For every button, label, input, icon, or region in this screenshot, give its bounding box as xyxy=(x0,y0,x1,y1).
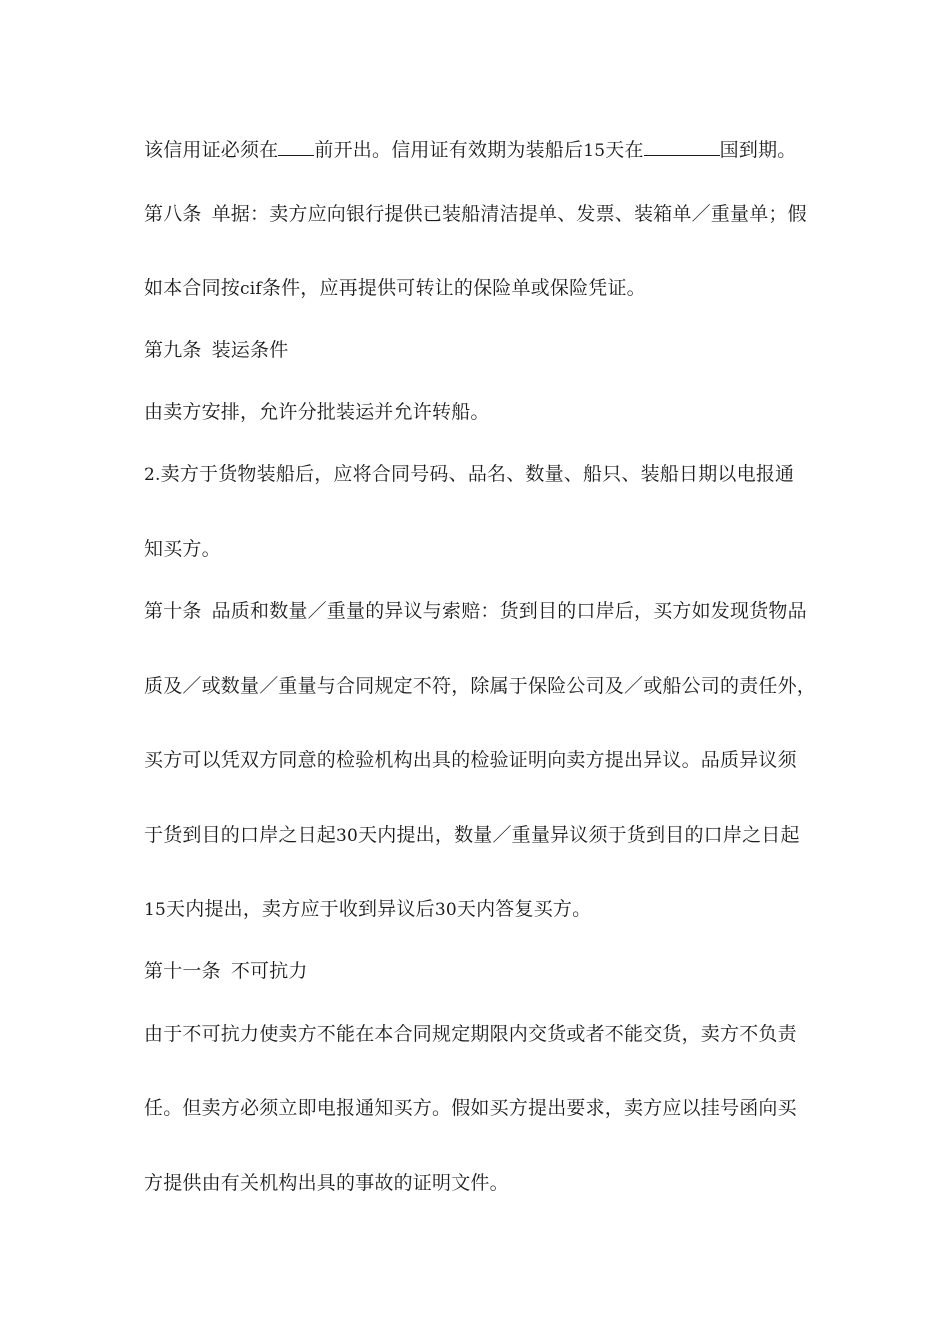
article-text: 品质和数量／重量的异议与索赔：货到目的口岸后，买方如发现货物品 xyxy=(211,600,807,622)
text-segment: 天在 xyxy=(605,139,644,161)
paragraph-line xyxy=(144,1095,797,1121)
text-segment: 天内提出，卖方应于收到异议后 xyxy=(166,898,435,920)
fill-in-blank xyxy=(278,137,314,156)
paragraph-line xyxy=(144,137,796,164)
paragraph-line xyxy=(144,461,794,488)
text-segment: 任。但卖方必须立即电报通知买方。假如买方提出要求，卖方应以挂号函向买 xyxy=(144,1097,797,1119)
article-number: 第十一条 xyxy=(144,960,221,982)
article-9-heading-line xyxy=(144,337,288,363)
text-segment: 国到期。 xyxy=(719,139,797,161)
number-text: 15 xyxy=(144,900,167,920)
article-11-heading-line xyxy=(144,958,308,984)
paragraph-line xyxy=(144,1170,509,1196)
text-segment: 天内答复买方。 xyxy=(456,898,592,920)
text-segment: 买方可以凭双方同意的检验机构出具的检验证明向卖方提出异议。品质异议须 xyxy=(144,749,797,771)
paragraph-line xyxy=(144,536,221,562)
text-segment: 知买方。 xyxy=(144,538,221,560)
text-segment: 方提供由有关机构出具的事故的证明文件。 xyxy=(144,1172,509,1194)
text-segment: 条件，应再提供可转让的保险单或保险凭证。 xyxy=(261,277,646,299)
article-8-heading-line xyxy=(144,201,807,227)
paragraph-line xyxy=(144,275,646,302)
text-segment: 该信用证必须在 xyxy=(144,139,279,161)
text-segment: 于货到目的口岸之日起 xyxy=(144,824,337,846)
number-text: 15 xyxy=(583,141,606,161)
article-title: 装运条件 xyxy=(211,339,289,361)
text-segment: 由卖方安排，允许分批装运并允许转船。 xyxy=(144,401,490,423)
term-text: cif xyxy=(240,279,262,299)
article-number: 第十条 xyxy=(144,600,202,622)
article-number: 第九条 xyxy=(144,339,202,361)
text-segment: 质及／或数量／重量与合同规定不符，除属于保险公司及／或船公司的责任外， xyxy=(144,675,817,697)
article-title: 不可抗力 xyxy=(230,960,308,982)
paragraph-line xyxy=(144,1021,797,1047)
article-text: 单据：卖方应向银行提供已装船清洁提单、发票、装箱单／重量单；假 xyxy=(211,203,807,225)
text-segment: 卖方于货物装船后，应将合同号码、品名、数量、船只、装船日期以电报通 xyxy=(160,463,795,485)
text-segment: 如本合同按 xyxy=(144,277,241,299)
number-text: 30 xyxy=(434,900,457,920)
paragraph-line xyxy=(144,673,816,699)
article-number: 第八条 xyxy=(144,203,202,225)
paragraph-line xyxy=(144,822,800,849)
paragraph-line xyxy=(144,747,797,773)
number-text: 30 xyxy=(336,826,359,846)
text-segment: 天内提出，数量／重量异议须于货到目的口岸之日起 xyxy=(358,824,800,846)
paragraph-line xyxy=(144,896,591,923)
text-segment: 前开出。信用证有效期为装船后 xyxy=(314,139,584,161)
text-segment: 由于不可抗力使卖方不能在本合同规定期限内交货或者不能交货，卖方不负责 xyxy=(144,1023,797,1045)
fill-in-blank xyxy=(644,137,720,156)
item-number: 2. xyxy=(144,465,161,485)
article-10-heading-line xyxy=(144,598,807,624)
paragraph-line xyxy=(144,399,490,425)
